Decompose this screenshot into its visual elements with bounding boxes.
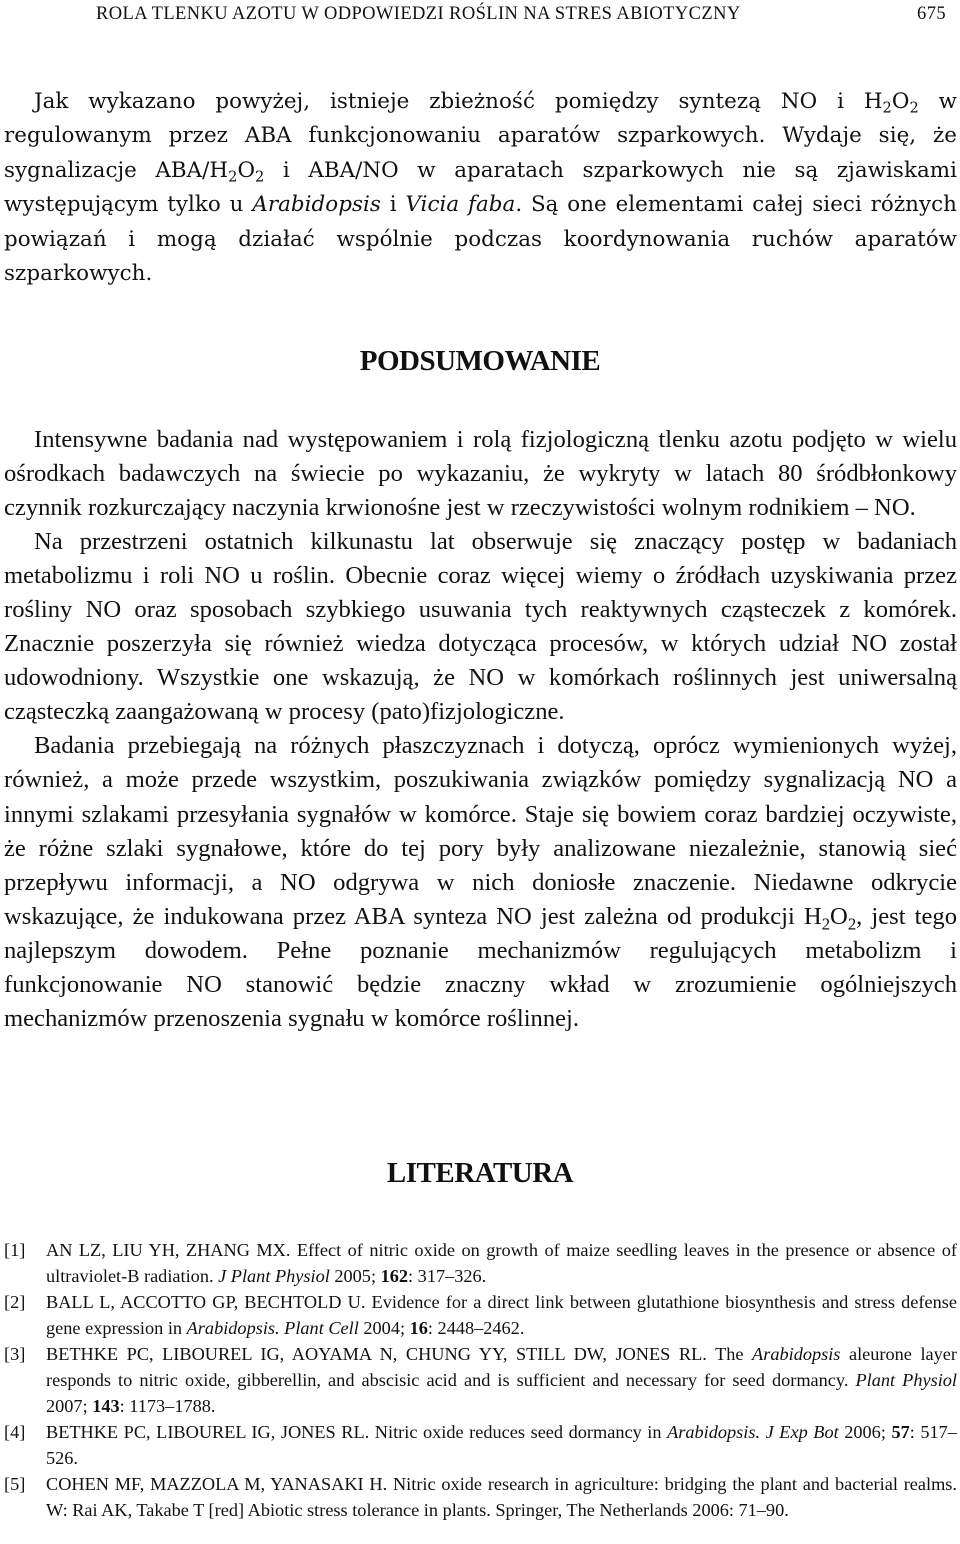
italic-term: Vicia faba <box>405 192 516 218</box>
reference-title: Nitric oxide research in agriculture: bridging the plant and bacterial realms. W: Rai AK, Takabe T [red] Abiotic stress tolerance in plants. Springer, The Netherlands 2006: 71–90. <box>46 1474 957 1520</box>
subscript: 2 <box>847 914 857 933</box>
reference-title: Nitric oxide reduces seed dormancy in <box>369 1422 668 1443</box>
text-run: i <box>380 192 406 218</box>
intro-text <box>4 85 957 291</box>
reference-authors: COHEN MF, MAZZOLA M, YANASAKI H. <box>46 1474 388 1495</box>
italic-term: Arabidopsis. <box>667 1422 761 1443</box>
reference-volume: 57 <box>891 1422 910 1443</box>
reference-year: 2007; <box>46 1395 93 1416</box>
reference-journal: J Exp Bot <box>765 1422 839 1443</box>
reference-number: [1] <box>4 1240 26 1260</box>
reference-journal: Plant Physiol <box>855 1369 958 1390</box>
text-run: O <box>237 157 256 183</box>
summary-paragraph-2: Na przestrzeni ostatnich kilkunastu lat obserwuje się znaczący postęp w badaniach metabolizmu i roli NO u roślin. Obecnie coraz więcej wiemy o źródłach uzyskiwania przez rośliny NO oraz sposobach szybkiego usuwania tych reaktywnych cząsteczek z komórek. Znacznie poszerzyła się również wiedza dotycząca procesów, w których udział NO został udowodniony. Wszystkie one wskazują, że NO w komórkach roślinnych jest uniwersalną cząsteczką zaangażowaną w procesy (pato)fizjologiczne. <box>4 528 957 726</box>
reference-year: 2006; <box>838 1422 892 1443</box>
reference-authors: AN LZ, LIU YH, ZHANG MX. <box>46 1240 291 1260</box>
reference-number: [3] <box>4 1344 26 1365</box>
subscript: 2 <box>821 914 831 933</box>
reference-number: [4] <box>4 1422 26 1443</box>
subscript: 2 <box>228 168 238 186</box>
text-run: Jak wykazano powyżej, istnieje zbieżność pomiędzy syntezą NO i H <box>34 89 883 114</box>
reference-list <box>4 1238 957 1525</box>
page-number: 675 <box>917 4 946 24</box>
text-run: , jest tego najlepszym dowodem. Pełne poznanie mechanizmów regulujących metabolizm i funkcjonowanie NO stanowić będzie znaczny wkład w zrozumienie ogólniejszych mechanizmów przenoszenia sygnału w komórce roślinnej. <box>4 902 957 1032</box>
running-title: ROLA TLENKU AZOTU W ODPOWIEDZI ROŚLIN NA STRES ABIOTYCZNY <box>96 4 741 24</box>
reference-number: [2] <box>4 1292 26 1313</box>
section-heading-literature: LITERATURA <box>386 1157 574 1189</box>
reference-volume: 16 <box>409 1317 428 1338</box>
section-heading-summary: PODSUMOWANIE <box>359 345 601 377</box>
reference-item <box>4 1472 957 1523</box>
reference-authors: BETHKE PC, LIBOUREL IG, AOYAMA N, CHUNG YY, STILL DW, JONES RL. <box>46 1344 707 1365</box>
reference-pages: : 317–326. <box>408 1265 487 1286</box>
reference-pages: : 517–526. <box>46 1422 957 1468</box>
reference-number: [5] <box>4 1474 26 1495</box>
reference-volume: 162 <box>380 1265 409 1286</box>
reference-title: Evidence for a direct link between glutathione biosynthesis and stress defense gene expression in <box>46 1292 957 1338</box>
reference-pages: : 2448–2462. <box>427 1317 525 1338</box>
running-header <box>0 4 960 28</box>
reference-title: aleurone layer responds to nitric oxide, gibberellin, and abscisic acid and is sufficient and necessary for seed dormancy. <box>46 1344 957 1390</box>
reference-authors: BETHKE PC, LIBOUREL IG, JONES RL. <box>46 1422 370 1443</box>
reference-authors: BALL L, ACCOTTO GP, BECHTOLD U. <box>46 1292 366 1313</box>
text-run: O <box>891 89 910 114</box>
summary-section <box>4 423 957 1036</box>
reference-item <box>4 1290 957 1341</box>
text-run: Badania przebiegają na różnych płaszczyznach i dotyczą, oprócz wymienionych wyżej, również, a może przede wszystkim, poszukiwania związków pomiędzy sygnalizacją NO a innymi szlakami przesyłania sygnałów w komórce. Staje się bowiem coraz bardziej oczywiste, że różne szlaki sygnałowe, które do tej pory były analizowane niezależnie, stanowią sieć przepływu informacji, a NO odgrywa w nich doniosłe znaczenie. Niedawne odkrycie wskazujące, że indukowana przez ABA synteza NO jest zależna od produkcji H <box>4 732 957 930</box>
subscript: 2 <box>909 99 919 117</box>
text-run: i ABA/NO w aparatach szparkowych nie są zjawiskami występującym tylko u <box>4 157 957 218</box>
reference-journal: J Plant Physiol <box>218 1265 330 1286</box>
summary-paragraph-3 <box>4 729 957 1035</box>
italic-term: Arabidopsis. <box>186 1317 280 1338</box>
subscript: 2 <box>255 168 265 186</box>
text-run: . Są one elementami całej sieci różnych powiązań i mogą działać wspólnie podczas koordynowania ruchów aparatów szparkowych. <box>4 192 957 287</box>
reference-item <box>4 1420 957 1471</box>
reference-year: 2004; <box>358 1317 410 1338</box>
text-run: O <box>830 902 848 930</box>
text-run: w regulowanym przez ABA funkcjonowaniu aparatów szparkowych. Wydaje się, że sygnalizacje ABA/H <box>4 89 957 183</box>
reference-pages: : 1173–1788. <box>119 1395 216 1416</box>
intro-paragraph <box>4 85 957 291</box>
reference-journal: Plant Cell <box>284 1317 359 1338</box>
text-run: The <box>706 1344 753 1365</box>
reference-item <box>4 1342 957 1419</box>
reference-volume: 143 <box>92 1395 120 1416</box>
italic-term: Arabidopsis <box>252 192 381 218</box>
italic-term: Arabidopsis <box>752 1344 841 1365</box>
summary-paragraph-1: Intensywne badania nad występowaniem i rolą fizjologiczną tlenku azotu podjęto w wielu ośrodkach badawczych na świecie po wykazaniu, że wykryty w latach 80 śródbłonkowy czynnik rozkurczający naczynia krwionośne jest w rzeczywistości wolnym rodnikiem – NO. <box>4 426 957 522</box>
reference-year: 2005; <box>329 1265 381 1286</box>
reference-item <box>4 1238 957 1289</box>
reference-title: Effect of nitric oxide on growth of maize seedling leaves in the presence or absence of ultraviolet-B radiation. <box>46 1240 957 1286</box>
subscript: 2 <box>882 99 892 117</box>
